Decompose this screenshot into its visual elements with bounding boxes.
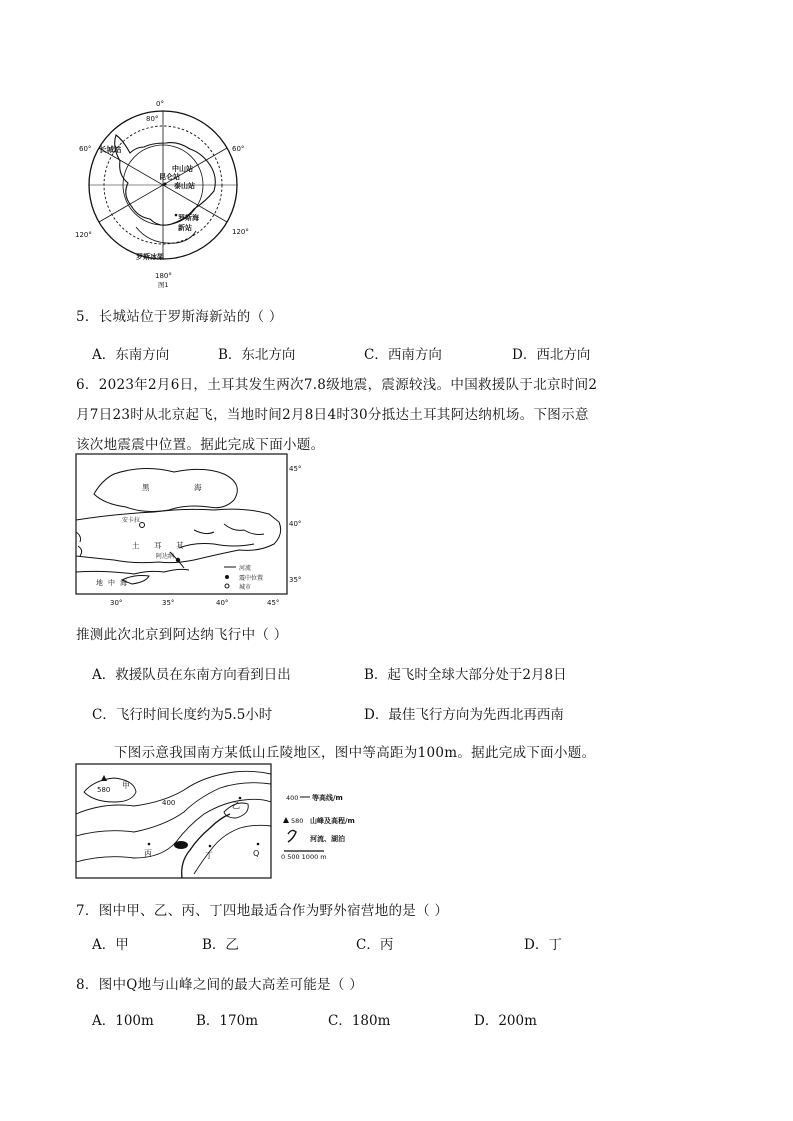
lon120e-label: 120° — [232, 228, 249, 236]
q6-line-1: 6．2023年2月6日，土耳其发生两次7.8级地震，震源较浅。中国救援队于北京时间2 — [76, 377, 598, 393]
legend-peak-value: 580 — [291, 817, 304, 825]
legend-epicenter: 震中位置 — [239, 575, 264, 582]
med-label-1: 地 — [96, 579, 103, 587]
legend-city: 城市 — [239, 584, 252, 591]
legend-epicenter-dot — [225, 575, 229, 579]
rossnew-dot — [175, 214, 178, 217]
q7-stem: 7．图中甲、乙、丙、丁四地最适合作为野外宿营地的是（ ） — [76, 903, 449, 919]
lon180-label: 180° — [155, 272, 172, 280]
q6-line-2: 月7日23时从北京起飞，当地时间2月8日4时30分抵达土耳其阿达纳机场。下图示意 — [76, 407, 589, 423]
contour-map — [74, 762, 374, 884]
q-label: Q — [253, 849, 260, 858]
turkey-label-2: 耳 — [154, 541, 162, 550]
q6-stem: 推测此次北京到阿达纳飞行中（ ） — [76, 627, 288, 643]
taishan-label: 泰山站 — [174, 182, 195, 190]
scale-label: 0 500 1000 m — [281, 853, 327, 861]
rossnew-label-2: 新站 — [178, 224, 192, 232]
contour-400-label: 400 — [162, 799, 176, 807]
lake-shape — [174, 841, 188, 849]
rossshelf-label: 罗斯冰架 — [136, 253, 164, 261]
ankara-label: 安卡拉 — [122, 517, 141, 524]
rossnew-label-1: 罗斯海 — [178, 214, 199, 222]
lon60w-label: 60° — [79, 145, 92, 153]
q8-stem: 8．图中Q地与山峰之间的最大高差可能是（ ） — [76, 977, 364, 993]
lon35-label: 35° — [162, 599, 175, 607]
q8-option-b: B．170m — [196, 1013, 258, 1029]
antarctica-map — [75, 95, 249, 290]
q6-option-b: B．起飞时全球大部分处于2月8日 — [364, 667, 567, 683]
q-dot — [257, 843, 260, 846]
lat35-label: 35° — [289, 576, 302, 584]
q5-option-b: B．东北方向 — [218, 347, 296, 363]
turkey-label-3: 其 — [176, 541, 184, 550]
q8-option-d: D．200m — [474, 1013, 537, 1029]
bing-label: 丙 — [144, 849, 152, 858]
peak-height-label: 580 — [97, 786, 111, 794]
q7-option-c: C．丙 — [356, 937, 394, 953]
lat40-label: 40° — [289, 520, 302, 528]
lon30-label: 30° — [110, 599, 123, 607]
legend-contour-value: 400 — [286, 794, 299, 802]
lon45-label: 45° — [267, 599, 280, 607]
med-label-3: 海 — [120, 579, 127, 587]
jia-label: 甲 — [122, 781, 130, 790]
epicenter-dot — [176, 558, 180, 562]
legend-river-icon — [288, 830, 296, 842]
lat45-label: 45° — [289, 465, 302, 473]
blacksea-label-2: 海 — [194, 483, 202, 492]
lon120w-label: 120° — [75, 231, 92, 239]
lon0-label: 0° — [156, 100, 164, 108]
zhongshan-label: 中山站 — [172, 165, 193, 173]
q6-option-a: A．救援队员在东南方向看到日出 — [92, 667, 291, 683]
legend-river: 河流 — [239, 565, 252, 572]
med-label-2: 中 — [108, 579, 115, 587]
yi-dot — [239, 797, 242, 800]
ding-dot — [209, 845, 212, 848]
turkey-map — [74, 452, 302, 610]
q8-option-c: C．180m — [328, 1013, 391, 1029]
legend-contour: 等高线/m — [312, 794, 343, 802]
adana-label: 阿达纳 — [156, 553, 175, 560]
q6-option-c: C．飞行时间长度约为5.5小时 — [92, 707, 273, 723]
figure1-caption: 图1 — [158, 281, 169, 289]
turkey-label-1: 土 — [132, 541, 140, 550]
q6-line-3: 该次地震震中位置。据此完成下面小题。 — [76, 437, 325, 453]
lon40-label: 40° — [216, 599, 229, 607]
bing-dot — [148, 843, 151, 846]
q7-option-d: D．丁 — [524, 937, 562, 953]
q8-option-a: A．100m — [92, 1013, 154, 1029]
q78-intro: 下图示意我国南方某低山丘陵地区，图中等高距为100m。据此完成下面小题。 — [114, 745, 596, 761]
changcheng-label: 长城站 — [99, 145, 122, 154]
legend-peak: 山峰及高程/m — [310, 817, 355, 825]
yi-label: 乙 — [232, 801, 240, 810]
legend-peak-icon — [283, 817, 289, 823]
kunlun-dot — [164, 183, 167, 186]
ding-label: 丁 — [205, 851, 213, 860]
q5-option-d: D．西北方向 — [512, 347, 591, 363]
q5-stem: 5．长城站位于罗斯海新站的（ ） — [76, 309, 283, 325]
q5-option-c: C．西南方向 — [364, 347, 442, 363]
kunlun-label: 昆仑站 — [159, 173, 180, 181]
blacksea-label-1: 黑 — [142, 483, 150, 492]
q7-option-a: A．甲 — [92, 937, 129, 953]
lat80-label: 80° — [146, 115, 159, 123]
q6-option-d: D．最佳飞行方向为先西北再西南 — [364, 707, 564, 723]
q5-option-a: A．东南方向 — [92, 347, 170, 363]
legend-river-lake: 河流、湖泊 — [310, 835, 345, 843]
q7-option-b: B．乙 — [202, 937, 239, 953]
lon60e-label: 60° — [232, 145, 245, 153]
